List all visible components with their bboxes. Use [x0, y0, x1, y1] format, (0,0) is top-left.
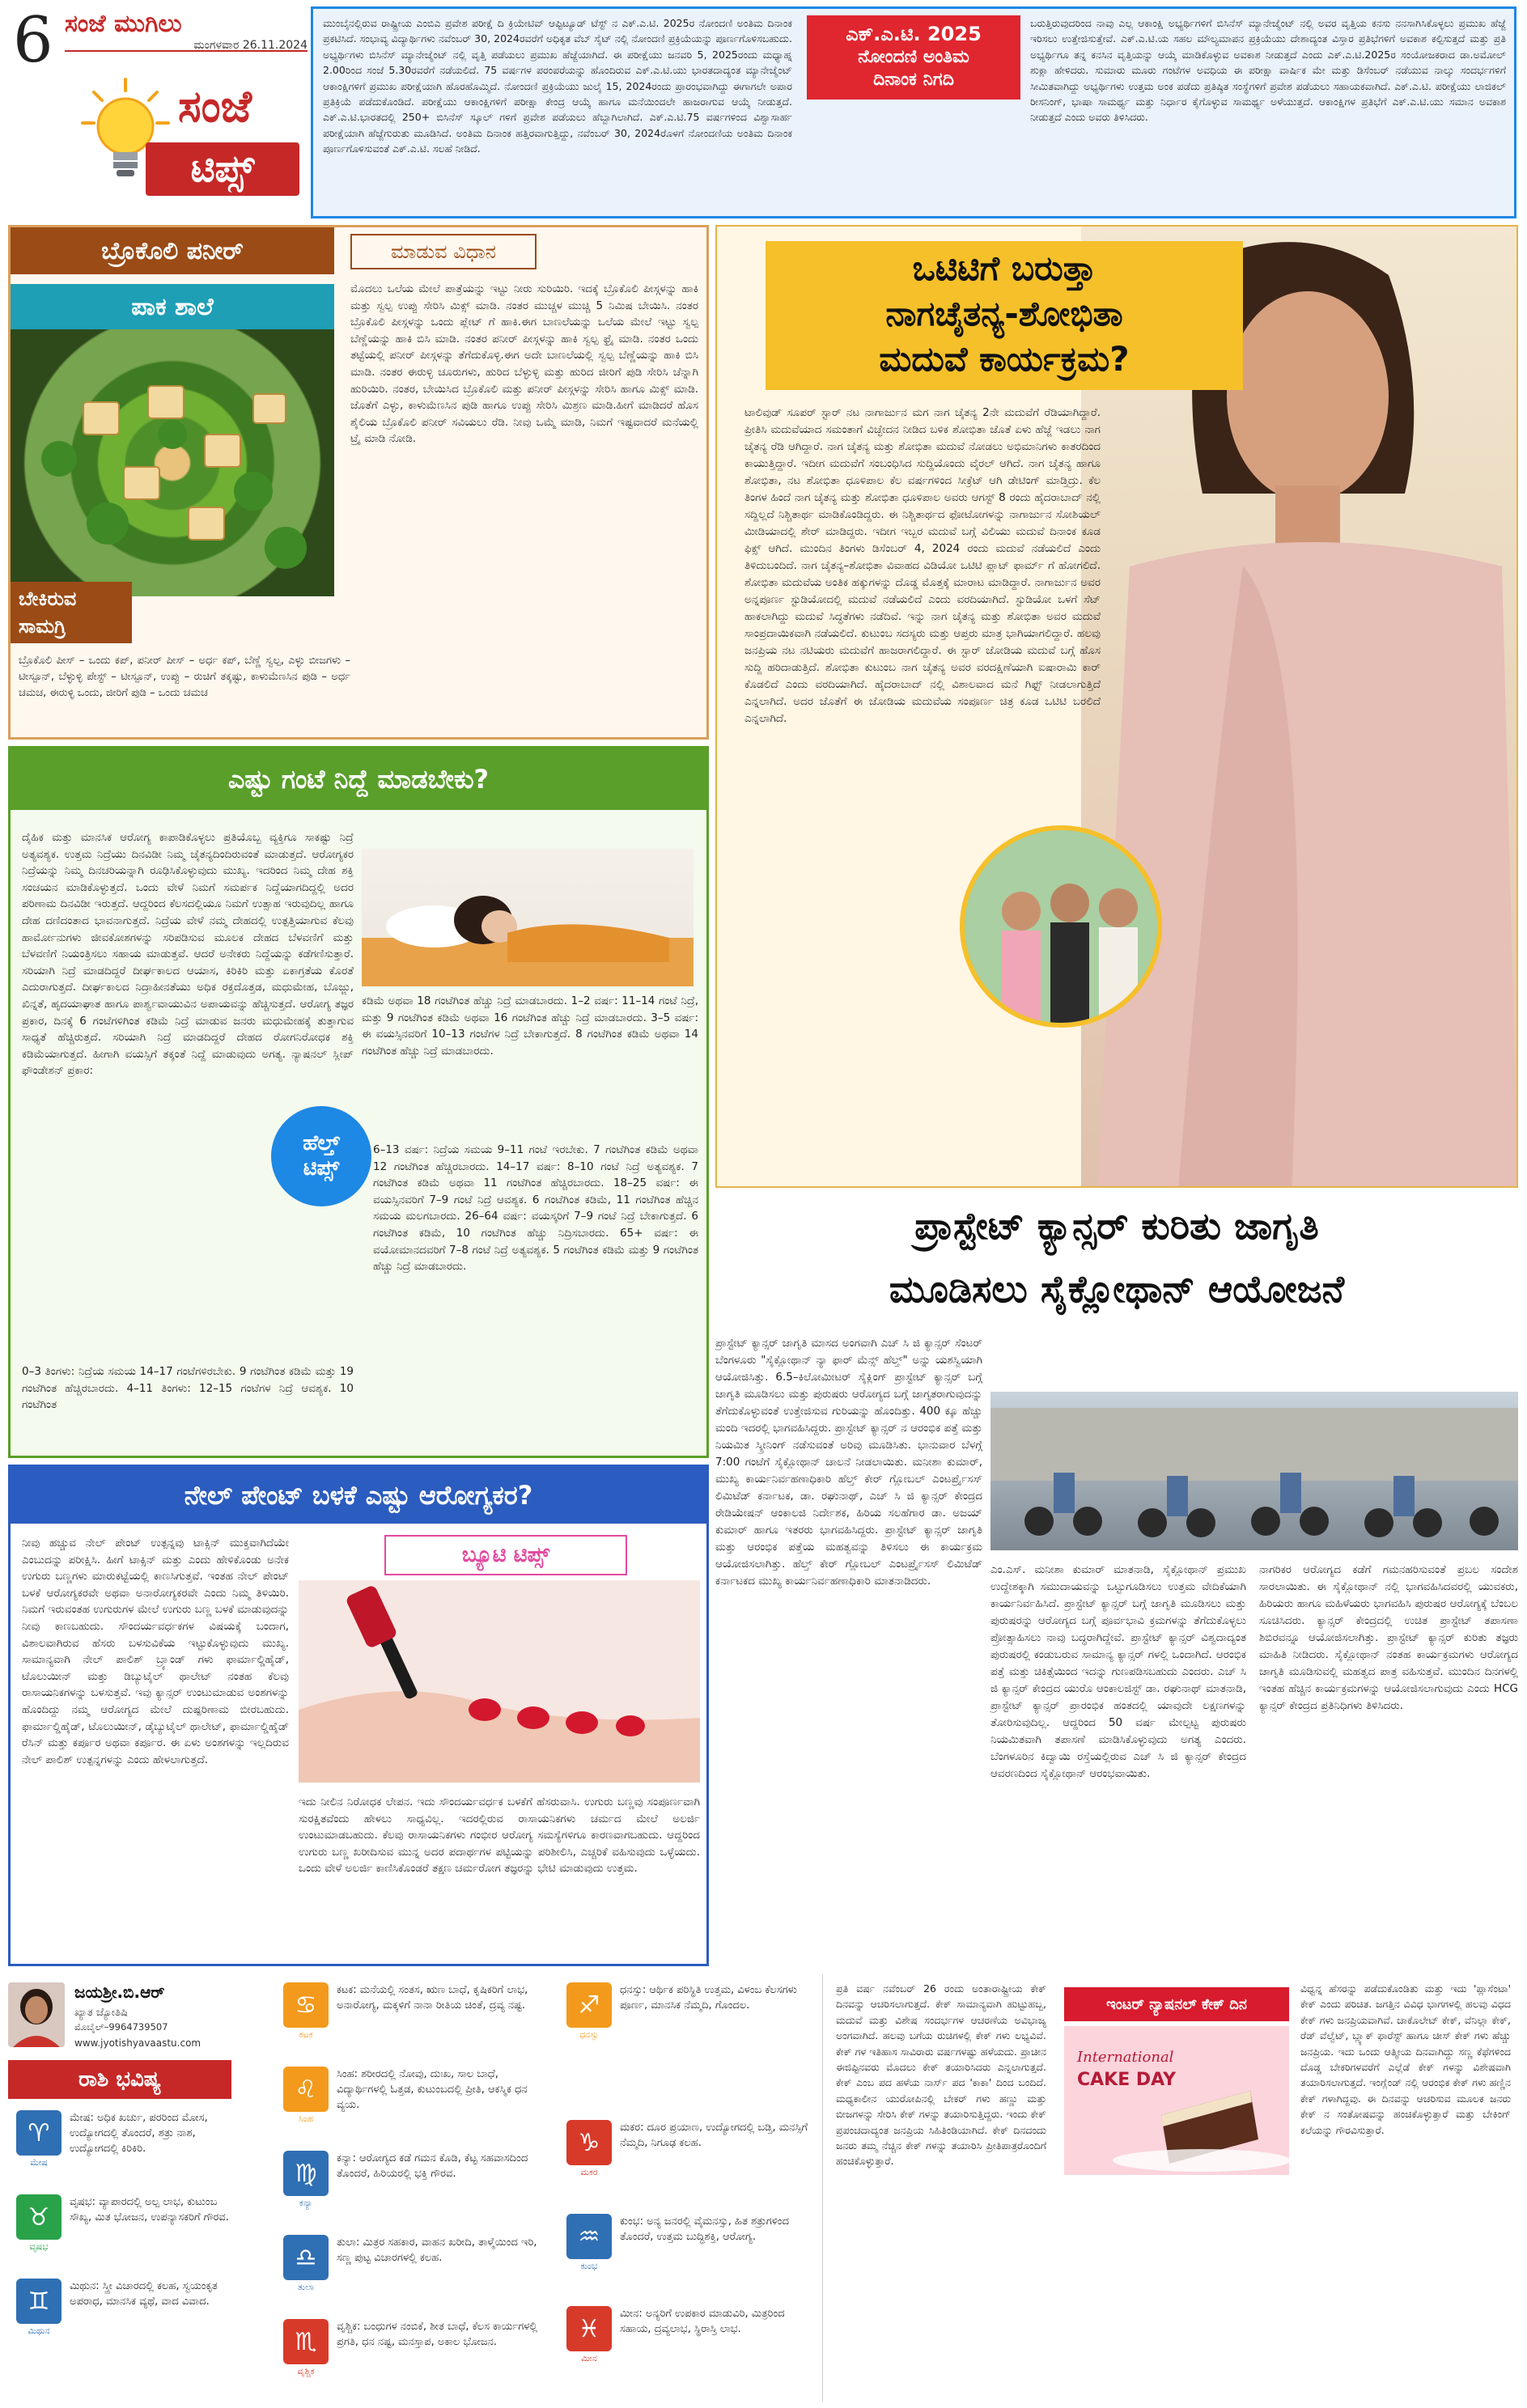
sign-vrishabha: ♉ ವೃಷಭ ವೃಷಭ: ವ್ಯಾಪಾರದಲ್ಲಿ ಅಲ್ಪ ಲಾಭ, ಕುಟುಂಬ ಸೌಖ್ಯ, ಮಿತ ಭೋಜನ, ಉಪನ್ಯಾಸಕರಿಗೆ ಗೌರವ.: [16, 2194, 235, 2253]
nail-polish-hand-illustration: [299, 1580, 700, 1783]
nail-col2: ಇದು ನೀಲಿನ ನಿರೋಧಕ ಲೇಪನ. ಇದು ಸೌಂದರ್ಯವರ್ಧಕ ಬಳಕೆಗೆ ಹೆಸರುವಾಸಿ. ಉಗುರು ಬಣ್ಣವು ಸಂಪೂರ್ಣವಾಗಿ ಸುರಕ್ಷಿತವೆಂದು ಹೇಳಲು ಸಾಧ್ಯವಿಲ್ಲ. ಇದರಲ್ಲಿರುವ ರಾಸಾಯನಿಕಗಳು ಚರ್ಮದ ಮೇಲೆ ಅಲರ್ಜಿ ಉಂಟುಮಾಡಬಹುದು. ಕೆಲವು ರಾಸಾಯನಿಕಗಳು ಗಂಭೀರ ಆರೋಗ್ಯ ಸಮಸ್ಯೆಗಳಿಗೂ ಕಾರಣವಾಗಬಹುದು. ಆದ್ದರಿಂದ ಉಗುರು ಬಣ್ಣ ಖರೀದಿಸುವ ಮುನ್ನ ಅದರ ಪದಾರ್ಥಗಳ ಪಟ್ಟಿಯನ್ನು ಪರಿಶೀಲಿಸಿ, ಎಚ್ಚರಿಕೆ ವಹಿಸುವುದು ಒಳ್ಳೆಯದು. ಒಂದು ವೇಳೆ ಅಲರ್ಜಿ ಕಾಣಿಸಿಕೊಂಡರೆ ತಕ್ಷಣ ಚರ್ಮರೋಗ ತಜ್ಞರನ್ನು ಭೇಟಿ ಮಾಡುವುದು ಉತ್ತಮ.: [299, 1795, 700, 1876]
fat-headline-badge: ಎಕ್.ಎ.ಟಿ. 2025 ನೋಂದಣಿ ಅಂತಿಮ ದಿನಾಂಕ ನಿಗದಿ: [807, 15, 1020, 100]
leo-icon: ♌: [283, 2067, 329, 2112]
sign-makara: ♑ ಮಕರ ಮಕರ: ದೂರ ಪ್ರಯಾಣ, ಉದ್ಯೋಗದಲ್ಲಿ ಬಡ್ತಿ, ಮನಸ್ಸಿಗೆ ನೆಮ್ಮದಿ, ನಿಗೂಢ ಕಲಹ.: [566, 2120, 809, 2178]
sign-kataka: ♋ ಕಟಕ ಕಟಕ: ಮನೆಯಲ್ಲಿ ಸಂತಸ, ಋಣ ಬಾಧೆ, ಕೃಷಿಕರಿಗೆ ಲಾಭ, ಅನಾರೋಗ್ಯ, ಮಕ್ಕಳಿಗೆ ನಾನಾ ರೀತಿಯ ಚಿಂತೆ, ದ್ರವ್ಯ ನಷ್ಟ.: [283, 1982, 550, 2041]
broccoli-paneer-illustration: [11, 329, 334, 596]
taurus-icon: ♉: [16, 2194, 62, 2240]
cyclothon-article: [715, 1194, 1518, 1966]
virgo-icon: ♍: [283, 2151, 329, 2196]
nail-article: [8, 1465, 709, 1966]
capricorn-icon: ♑: [566, 2120, 612, 2165]
sleep-photo: [362, 849, 694, 986]
recipe-photo: [11, 329, 334, 596]
cake-photo: International CAKE DAY: [1064, 2026, 1289, 2175]
naga-article: [715, 225, 1518, 1188]
sign-mesha: ♈ ಮೇಷ ಮೇಷ: ಅಧಿಕ ಖರ್ಚು, ಪರರಿಂದ ಮೋಸ, ಉದ್ಯೋಗದಲ್ಲಿ ತೊಂದರೆ, ಶತ್ರು ನಾಶ, ಉದ್ಯೋಗದಲ್ಲಿ ಕಿರಿಕಿರಿ.: [16, 2110, 235, 2168]
astrologer-photo: [8, 1982, 65, 2047]
broccoli-recipe: [8, 225, 709, 740]
cyclists-illustration: [990, 1392, 1518, 1550]
naga-headline: ಒಟಿಟಿಗೆ ಬರುತ್ತಾ ನಾಗಚೈತನ್ಯ-ಶೋಭಿತಾ ಮದುವೆ ಕಾರ್ಯಕ್ರಮ?: [766, 241, 1243, 390]
sleep-article: [8, 746, 709, 1458]
section-title-top: ಸಂಜೆ: [178, 81, 252, 132]
pisces-icon: ♓: [566, 2306, 612, 2351]
section-title-bottom: ಟಿಪ್ಸ್: [146, 142, 299, 196]
fat-article: [311, 6, 1516, 218]
method-text: ಮೊದಲು ಒಲೆಯ ಮೇಲೆ ಪಾತ್ರೆಯನ್ನು ಇಟ್ಟು ನೀರು ಸುರಿಯಿರಿ. ಇದಕ್ಕೆ ಬ್ರೊಕೊಲಿ ಪೀಸ್ಗಳನ್ನು ಹಾಕಿ ಮತ್ತು ಸ್ವಲ್ಪ ಉಪ್ಪು ಸೇರಿಸಿ ಮಿಕ್ಸ್ ಮಾಡಿ. ನಂತರ ಮುಚ್ಚಳ ಮುಚ್ಚಿ 5 ನಿಮಿಷ ಬೇಯಿಸಿ. ನಂತರ ಬ್ರೊಕೊಲಿ ಪೀಸ್ಗಳನ್ನು ಒಂದು ಪ್ಲೇಟ್ ಗೆ ಹಾಕಿ.ಈಗ ಬಾಣಲೆಯನ್ನು ಒಲೆಯ ಮೇಲೆ ಇಟ್ಟು ಸ್ವಲ್ಪ ಬೆಣ್ಣೆಯನ್ನು ಹಾಕಿ ಬಿಸಿ ಮಾಡಿ. ನಂತರ ಪನೀರ್ ಪೀಸ್ಗಳನ್ನು ಹಾಕಿ ಸ್ವಲ್ಪ ಫ್ರೈ ಮಾಡಿ. ನಂತರ ಒಂದು ತಟ್ಟೆಯಲ್ಲಿ ಪನೀರ್ ಪೀಸ್ಗಳನ್ನು ತೆಗೆದುಕೊಳ್ಳಿ.ಈಗ ಅದೇ ಬಾಣಲೆಯಲ್ಲಿ ಸ್ವಲ್ಪ ಬೆಣ್ಣೆಯನ್ನು ಹಾಕಿ ಬಿಸಿ ಮಾಡಿ. ನಂತರ ಈರುಳ್ಳಿ ಚೂರುಗಳು, ಹುರಿದ ಬೆಳ್ಳುಳ್ಳಿ ಮತ್ತು ಹುರಿದ ಜೀರಿಗೆ ಪುಡಿ ಸೇರಿಸಿ ಚೆನ್ನಾಗಿ ಹುರಿಯಿರಿ. ನಂತರ, ಬೇಯಿಸಿದ ಬ್ರೊಕೊಲಿ ಮತ್ತು ಪನೀರ್ ಪೀಸ್ಗಳನ್ನು ಸೇರಿಸಿ ಹಾಗೂ ಮಿಕ್ಸ್ ಮಾಡಿ. ಜೊತೆಗೆ ಎಳ್ಳು, ಕಾಳುಮೆಣಸಿನ ಪುಡಿ ಹಾಗೂ ಉಪ್ಪು ಸೇರಿಸಿ ಮಿಶ್ರಣ ಮಾಡಿ.ಹೀಗೆ ಮಾಡಿದರೆ ಹೊಸ ಶೈಲಿಯ ಬ್ರೊಕೊಲಿ ಪನೀರ್ ಸವಿಯಲು ರೆಡಿ. ನೀವು ಒಮ್ಮೆ ಮಾಡಿ, ನಿಮಗೆ ಇಷ್ಟವಾದರೆ ಮನೆಯಲ್ಲಿ ಟ್ರೈ ಮಾಡಿ ನೋಡಿ.: [350, 282, 698, 446]
cancer-icon: ♋: [283, 1982, 329, 2028]
sleep-col2b: 6–13 ವರ್ಷ: ನಿದ್ರೆಯ ಸಮಯ 9–11 ಗಂಟೆ ಇರಬೇಕು. 7 ಗಂಟೆಗಿಂತ ಕಡಿಮೆ ಅಥವಾ 12 ಗಂಟೆಗಿಂತ ಹೆಚ್ಚಿರಬಾರದು. 14–17 ವರ್ಷ: 8–10 ಗಂಟೆ ನಿದ್ರೆ ಅತ್ಯವಶ್ಯಕ. 7 ಗಂಟೆಗಿಂತ ಕಡಿಮೆ ಅಥವಾ 11 ಗಂಟೆಗಿಂತ ಹೆಚ್ಚಿರಬಾರದು. 18–25 ವರ್ಷ: ಈ ವಯಸ್ಸಿನವರಿಗೆ 7–9 ಗಂಟೆ ನಿದ್ರೆ ಆವಶ್ಯಕ. 6 ಗಂಟೆಗಿಂತ ಕಡಿಮೆ, 11 ಗಂಟೆಗಿಂತ ಹೆಚ್ಚಿನ ಸಮಯ ಮಲಗಬಾರದು. 26–64 ವರ್ಷ: ವಯಸ್ಕರಿಗೆ 7–9 ಗಂಟೆ ನಿದ್ರೆ ಬೇಕಾಗುತ್ತದೆ. 6 ಗಂಟೆಗಿಂತ ಕಡಿಮೆ, 10 ಗಂಟೆಗಿಂತ ಹೆಚ್ಚು ನಿದ್ರಿಸಬಾರದು. 65+ ವರ್ಷ: ಈ ವಯೋಮಾನದವರಿಗೆ 7–8 ಗಂಟೆ ನಿದ್ರೆ ಅತ್ಯವಶ್ಯಕ. 5 ಗಂಟೆಗಿಂತ ಕಡಿಮೆ ಮತ್ತು 9 ಗಂಟೆಗಿಂತ ಹೆಚ್ಚು ನಿದ್ರೆ ಮಾಡಬಾರದು.: [373, 1143, 698, 1274]
sleep-col1-bottom: 0–3 ತಿಂಗಳು: ನಿದ್ರೆಯ ಸಮಯ 14–17 ಗಂಟೆಗಳಿರಬೇಕು. 9 ಗಂಟೆಗಿಂತ ಕಡಿಮೆ ಮತ್ತು 19 ಗಂಟೆಗಿಂತ ಹೆಚ್ಚಿರಬಾರದು. 4–11 ತಿಂಗಳು: 12–15 ಗಂಟೆಗಳ ನಿದ್ರೆ ಆವಶ್ಯಕ. 10 ಗಂಟೆಗಿಂತ: [22, 1365, 354, 1412]
nail-col1: ನೀವು ಹಚ್ಚುವ ನೇಲ್ ಪೇಂಟ್ ಉತ್ಪನ್ನವು ಟಾಕ್ಸಿನ್ ಮುಕ್ತವಾಗಿದೆಯೇ ಎಂಬುದನ್ನು ಪರೀಕ್ಷಿಸಿ. ಹೀಗೆ ಟಾಕ್ಸಿನ್ ಮತ್ತು ಎಂದು ಹೇಳಿಕೊಂಡು ಅನೇಕ ಉಗುರು ಬಣ್ಣಗಳು ಮಾರುಕಟ್ಟೆಯಲ್ಲಿ ಕಾಣಸಿಗುತ್ತವೆ. ಇಂತಹ ನೇಲ್ ಪೇಂಟ್ ಬಳಕೆ ಆರೋಗ್ಯಕರವೇ ಅಥವಾ ಅನಾರೋಗ್ಯಕರವೇ ಎಂದು ನಿಮ್ಮ ತಿಳಿಯಿರಿ. ನಿಮಗೆ ಇರುವಂತಹ ಉಗುರುಗಳ ಮೇಲೆ ಉಗುರು ಬಣ್ಣ ಬಳಕೆ ಮಾಡುವುದನ್ನು ನೀವು ಕಾಣಬಹುದು. ಸೌಂದರ್ಯವರ್ಧಕಗಳ ವಿಷಯಕ್ಕೆ ಬಂದಾಗ, ವಿಶಾಲವಾಗಿರುವ ಹೆಸರು ಬಳಸುವಿಕೆಯ ಇಟ್ಟುಕೊಳ್ಳುವುದು ಮುಖ್ಯ. ಸಾಮಾನ್ಯವಾಗಿ ನೇಲ್ ಪಾಲಿಶ್ ಬ್ರ್ಯಾಂಡ್ ಗಳು ಫಾರ್ಮಾಲ್ಡಿಹೈಡ್, ಟೊಲುಯೀನ್ ಮತ್ತು ಡಿಬ್ಯುಟೈಲ್ ಥಾಲೇಟ್ ನಂತಹ ಕೆಲವು ರಾಸಾಯನಿಕಗಳನ್ನು ಬಳಸುತ್ತವೆ. ಇವು ಕ್ಯಾನ್ಸರ್ ಉಂಟುಮಾಡುವ ಅಂಶಗಳನ್ನು ಹೊಂದಿದ್ದು ನಮ್ಮ ಆರೋಗ್ಯದ ಮೇಲೆ ದುಷ್ಪರಿಣಾಮ ಬೀರಬಹುದು. ಫಾರ್ಮಾಲ್ಡಿಹೈಡ್, ಟೊಲುಯೀನ್, ಡೈಬ್ಯುಟೈಲ್ ಥಾಲೇಟ್, ಫಾರ್ಮಾಲ್ಡಿಹೈಡ್ ರೆಸಿನ್ ಮತ್ತು ಕರ್ಪೂರ ಅಥವಾ ಕರ್ಪೂರ. ಈ ಏಳು ಅಂಶಗಳನ್ನು ಇಲ್ಲದಿರುವ ನೇಲ್ ಪಾಲಿಶ್ ಉತ್ಪನ್ನಗಳನ್ನು ಎಂದು ಹೇಳಲಾಗುತ್ತದೆ.: [22, 1537, 289, 1766]
nail-title: ನೇಲ್ ಪೇಂಟ್ ಬಳಕೆ ಎಷ್ಟು ಆರೋಗ್ಯಕರ?: [11, 1467, 706, 1524]
sign-mithuna: ♊ ಮಿಥುನ ಮಿಥುನ: ಸ್ತ್ರೀ ವಿಚಾರದಲ್ಲಿ ಕಲಹ, ಸ್ವಯಂಕೃತ ಅಪರಾಧ, ಮಾನಸಿಕ ವ್ಯಥೆ, ವಾದ ವಿವಾದ.: [16, 2279, 235, 2337]
cake-col1: ಪ್ರತಿ ವರ್ಷ ನವೆಂಬರ್ 26 ರಂದು ಅಂತಾರಾಷ್ಟ್ರೀಯ ಕೇಕ್ ದಿನವನ್ನು ಆಚರಿಸಲಾಗುತ್ತದೆ. ಕೇಕ್ ಸಾಮಾನ್ಯವಾಗಿ ಹುಟ್ಟುಹಬ್ಬ, ಮದುವೆ ಮತ್ತು ವಿಶೇಷ ಸಂದರ್ಭಗಳ ಆಚರಣೆಯ ಅವಿಭಾಜ್ಯ ಅಂಗವಾಗಿದೆ. ಹಲವು ಬಗೆಯ ರುಚಿಗಳಲ್ಲಿ ಕೇಕ್ ಗಳು ಲಭ್ಯವಿವೆ. ಕೇಕ್ ಗಳ ಇತಿಹಾಸ ಸಾವಿರಾರು ವರ್ಷಗಳಷ್ಟು ಹಳೆಯದು. ಪ್ರಾಚೀನ ಈಜಿಪ್ಟಿನವರು ಮೊದಲು ಕೇಕ್ ತಯಾರಿಸಿದರು ಎನ್ನಲಾಗುತ್ತದೆ. ಕೇಕ್ ಎಂಬ ಪದ ಹಳೆಯ ನಾರ್ಸ್ ಪದ 'ಕಾಕಾ' ದಿಂದ ಬಂದಿದೆ. ಮಧ್ಯಕಾಲೀನ ಯುರೋಪಿನಲ್ಲಿ ಬೇಕರ್ ಗಳು ಹಣ್ಣು ಮತ್ತು ಬೀಜಗಳನ್ನು ಸೇರಿಸಿ ಕೇಕ್ ಗಳನ್ನು ತಯಾರಿಸುತ್ತಿದ್ದರು. ಇಂದು ಕೇಕ್ ಪ್ರಪಂಚದಾದ್ಯಂತ ಜನಪ್ರಿಯ ಸಿಹಿತಿಂಡಿಯಾಗಿದೆ. ಕೇಕ್ ದಿನದಂದು ಜನರು ತಮ್ಮ ನೆಚ್ಚಿನ ಕೇಕ್ ಗಳನ್ನು ತಯಾರಿಸಿ ಪ್ರೀತಿಪಾತ್ರರೊಂದಿಗೆ ಹಂಚಿಕೊಳ್ಳುತ್ತಾರೆ.: [836, 1982, 1046, 2168]
sign-kumbha: ♒ ಕುಂಭ ಕುಂಭ: ಅನ್ಯ ಜನರಲ್ಲಿ ವೈಮನಸ್ಸು, ಹಿತ ಶತ್ರುಗಳಿಂದ ತೊಂದರೆ, ಉತ್ತಮ ಬುದ್ಧಿಶಕ್ತಿ, ಆರೋಗ್ಯ.: [566, 2214, 809, 2272]
horoscope-heading: ರಾಶಿ ಭವಿಷ್ಯ: [8, 2060, 231, 2099]
astrologer-role: ಖ್ಯಾತ ಜ್ಯೋತಿಷಿ: [74, 2007, 128, 2019]
sagittarius-icon: ♐: [566, 1982, 612, 2028]
cake-title: ಇಂಟರ್ ನ್ಯಾಷನಲ್ ಕೇಕ್ ದಿನ: [1064, 1987, 1289, 2021]
cyclothon-col3: ನಾಗರಿಕರ ಆರೋಗ್ಯದ ಕಡೆಗೆ ಗಮನಹರಿಸುವಂತೆ ಪ್ರಬಲ ಸಂದೇಶ ಸಾರಲಾಯಿತು. ಈ ಸೈಕ್ಲೋಥಾನ್ ನಲ್ಲಿ ಭಾಗವಹಿಸಿದವರಲ್ಲಿ ಯುವಕರು, ಹಿರಿಯರು ಹಾಗೂ ಮಹಿಳೆಯರು ಭಾಗವಹಿಸಿ ಪುರುಷರ ಆರೋಗ್ಯಕ್ಕೆ ಬೆಂಬಲ ಸೂಚಿಸಿದರು. ಕ್ಯಾನ್ಸರ್ ಕೇಂದ್ರದಲ್ಲಿ ಉಚಿತ ಪ್ರಾಸ್ಟೇಟ್ ತಪಾಸಣಾ ಶಿಬಿರವನ್ನೂ ಆಯೋಜಿಸಲಾಗಿತ್ತು. ಪ್ರಾಸ್ಟೇಟ್ ಕ್ಯಾನ್ಸರ್ ಕುರಿತು ತಜ್ಞರು ಮಾಹಿತಿ ನೀಡಿದರು. ಸೈಕ್ಲೋಥಾನ್ ನಂತಹ ಕಾರ್ಯಕ್ರಮಗಳು ಆರೋಗ್ಯದ ಜಾಗೃತಿ ಮೂಡಿಸುವಲ್ಲಿ ಮಹತ್ವದ ಪಾತ್ರ ವಹಿಸುತ್ತವೆ. ಮುಂದಿನ ದಿನಗಳಲ್ಲಿ ಇಂತಹ ಹೆಚ್ಚಿನ ಕಾರ್ಯಕ್ರಮಗಳನ್ನು ಆಯೋಜಿಸಲಾಗುವುದು ಎಂದು HCG ಕ್ಯಾನ್ಸರ್ ಕೇಂದ್ರದ ಪ್ರತಿನಿಧಿಗಳು ತಿಳಿಸಿದರು.: [1259, 1563, 1518, 1712]
page-number: 6: [13, 4, 53, 77]
sign-simha: ♌ ಸಿಂಹ ಸಿಂಹ: ಶರೀರದಲ್ಲಿ ನೋವು, ದುಃಖ, ಸಾಲ ಬಾಧೆ, ವಿದ್ಯಾರ್ಥಿಗಳಲ್ಲಿ ಓತ್ತಡ, ಕುಟುಂಬದಲ್ಲಿ ಪ್ರೀತಿ, ಆಕಸ್ಮಿಕ ಧನ ವ್ಯಯ.: [283, 2067, 550, 2125]
health-tips-badge: ಹೆಲ್ತ್ ಟಿಪ್ಸ್: [271, 1106, 371, 1206]
cyclothon-col2: ಎಂ.ಎಸ್. ಮನೀಶಾ ಕುಮಾರ್ ಮಾತನಾಡಿ, ಸೈಕ್ಲೋಥಾನ್ ಪ್ರಮುಖ ಉದ್ದೇಶಕ್ಕಾಗಿ ಸಮುದಾಯವನ್ನು ಒಟ್ಟುಗೂಡಿಸಲು ಉತ್ತಮ ವೇದಿಕೆಯಾಗಿ ಕಾರ್ಯನಿರ್ವಹಿಸಿದೆ. ಪ್ರಾಸ್ಟೇಟ್ ಕ್ಯಾನ್ಸರ್ ಬಗ್ಗೆ ಜಾಗೃತಿ ಮೂಡಿಸಲು ಮತ್ತು ಪುರುಷರನ್ನು ಆರೋಗ್ಯದ ಬಗ್ಗೆ ಪೂರ್ವಭಾವಿ ಕ್ರಮಗಳನ್ನು ತೆಗೆದುಕೊಳ್ಳಲು ಪ್ರೋತ್ಸಾಹಿಸಲು ನಾವು ಬದ್ಧರಾಗಿದ್ದೇವೆ. ಪ್ರಾಸ್ಟೇಟ್ ಕ್ಯಾನ್ಸರ್ ವಿಶ್ವದಾದ್ಯಂತ ಪುರುಷರಲ್ಲಿ ಕಂಡುಬರುವ ಸಾಮಾನ್ಯ ಕ್ಯಾನ್ಸರ್ ಗಳಲ್ಲಿ ಒಂದಾಗಿದೆ. ಆರಂಭಿಕ ಪತ್ತೆ ಮತ್ತು ಚಿಕಿತ್ಸೆಯಿಂದ ಇದನ್ನು ಗುಣಪಡಿಸಬಹುದು ಎಂದರು. ಎಚ್ ಸಿ ಜಿ ಕ್ಯಾನ್ಸರ್ ಕೇಂದ್ರದ ಯುರೊ ಆಂಕಾಲಜಿಸ್ಟ್ ಡಾ. ರಘುನಾಥ್ ಮಾತನಾಡಿ, ಪ್ರಾಸ್ಟೇಟ್ ಕ್ಯಾನ್ಸರ್ ಪ್ರಾರಂಭಿಕ ಹಂತದಲ್ಲಿ ಯಾವುದೇ ಲಕ್ಷಣಗಳನ್ನು ತೋರಿಸುವುದಿಲ್ಲ. ಆದ್ದರಿಂದ 50 ವರ್ಷ ಮೇಲ್ಪಟ್ಟ ಪುರುಷರು ನಿಯಮಿತವಾಗಿ ತಪಾಸಣೆ ಮಾಡಿಸಿಕೊಳ್ಳುವುದು ಅಗತ್ಯ ಎಂದರು. ಬೆಂಗಳೂರಿನ ಕಿದ್ವಾಯಿ ರಸ್ತೆಯಲ್ಲಿರುವ ಎಚ್ ಸಿ ಜಿ ಕ್ಯಾನ್ಸರ್ ಕೇಂದ್ರದ ಆವರಣದಿಂದ ಸೈಕ್ಲೋಥಾನ್ ಆರಂಭವಾಯಿತು.: [990, 1563, 1246, 1780]
recipe-title: ಬ್ರೊಕೊಲಿ ಪನೀರ್: [11, 227, 334, 274]
horoscope-section: [8, 1974, 817, 2402]
astrologer-web: www.jyotishyavaastu.com: [74, 2037, 201, 2049]
ingredients-label: ಬೇಕಿರುವ ಸಾಮಗ್ರಿ: [11, 582, 132, 643]
method-label: ಮಾಡುವ ವಿಧಾನ: [350, 234, 537, 269]
newspaper-logo: ಸಂಜೆ ಮುಗಿಲು: [65, 10, 182, 38]
sleep-col2: ಕಡಿಮೆ ಅಥವಾ 18 ಗಂಟೆಗಿಂತ ಹೆಚ್ಚು ನಿದ್ರೆ ಮಾಡಬಾರದು. 1–2 ವರ್ಷ: 11–14 ಗಂಟೆ ನಿದ್ರೆ, ಮತ್ತು 9 ಗಂಟೆಗಿಂತ ಕಡಿಮೆ ಅಥವಾ 16 ಗಂಟೆಗಿಂತ ಹೆಚ್ಚು ನಿದ್ರೆ ಮಾಡಬಾರದು. 3–5 ವರ್ಷ: ಈ ವಯಸ್ಸಿನವರಿಗೆ 10–13 ಗಂಟೆಗಳ ನಿದ್ರೆ ಬೇಕಾಗುತ್ತದೆ. 8 ಗಂಟೆಗಿಂತ ಕಡಿಮೆ ಅಥವಾ 14 ಗಂಟೆಗಿಂತ ಹೆಚ್ಚು ನಿದ್ರೆ ಮಾಡಬಾರದು.: [362, 994, 698, 1058]
naga-body: ಟಾಲಿವುಡ್ ಸೂಪರ್ ಸ್ಟಾರ್ ನಟ ನಾಗಾರ್ಜುನ ಮಗ ನಾಗ ಚೈತನ್ಯ 2ನೇ ಮದುವೆಗೆ ರೆಡಿಯಾಗಿದ್ದಾರೆ. ಪ್ರೀತಿಸಿ ಮದುವೆಯಾದ ಸಮಂತಾಗೆ ವಿಚ್ಛೇದನ ನೀಡಿದ ಬಳಿಕ ಶೋಭಿತಾ ಜೊತೆ ಏಳು ಹೆಜ್ಜೆ ಇಡಲು ನಾಗ ಚೈತನ್ಯ ರೆಡಿ ಆಗಿದ್ದಾರೆ. ನಾಗ ಚೈತನ್ಯ ಮತ್ತು ಶೋಭಿತಾ ಮದುವೆ ನೋಡಲು ಅಭಿಮಾನಿಗಳು ಕಾತರದಿಂದ ಕಾಯುತ್ತಿದ್ದಾರೆ. ಇದೀಗ ಮದುವೆಗೆ ಸಂಬಂಧಿಸಿದ ಸುದ್ದಿಯೊಂದು ವೈರಲ್ ಆಗಿದೆ. ನಾಗ ಚೈತನ್ಯ ಹಾಗೂ ಶೋಭಿತಾ, ನಟ ಶೋಭಿತಾ ಧೂಳಿಪಾಲ ಕೆಲ ವರ್ಷಗಳಿಂದ ಸೀಕ್ರೆಟ್ ಆಗಿ ಡೇಟಿಂಗ್ ಮಾಡ್ತಿದ್ರು. ಕೆಲ ತಿಂಗಳ ಹಿಂದೆ ನಾಗ ಚೈತನ್ಯ ಮತ್ತು ಶೋಭಿತಾ ಧೂಳಿಪಾಲ ಅವರು ಆಗಸ್ಟ್ 8 ರಂದು ಹೈದರಾಬಾದ್ ನಲ್ಲಿ ಸದ್ದಿಲ್ಲದೆ ನಿಶ್ಚಿತಾರ್ಥ ಮಾಡಿಕೊಂಡಿದ್ದರು. ಈ ನಿಶ್ಚಿತಾರ್ಥದ ಫೋಟೋಗಳನ್ನು ನಾಗಾರ್ಜುನ ಸೋಶಿಯಲ್ ಮೀಡಿಯಾದಲ್ಲಿ ಶೇರ್ ಮಾಡಿದ್ದರು. ಇದೀಗ ಇಬ್ಬರ ಮದುವೆ ಬಗ್ಗೆ ವಿಲಿಯು ಮದುವೆ ದಿನಾಂಕ ಕೂಡ ಫಿಕ್ಸ್ ಆಗಿದೆ. ಮುಂದಿನ ತಿಂಗಳು ಡಿಸೆಂಬರ್ 4, 2024 ರಂದು ಮದುವೆ ನಡೆಯಲಿದೆ ಎಂದು ತಿಳಿದುಬಂದಿದೆ. ನಾಗ ಚೈತನ್ಯ–ಶೋಭಿತಾ ವಿವಾಹದ ವಿಡಿಯೋ ಒಟಿಟಿ ಪ್ಲಾಟ್ ಫಾರ್ಮ್ ಗೆ ಹೋಗಲಿದೆ. ಶೋಭಿತಾ ಮದುವೆಯ ಅಂತಿಕ ಹಕ್ಕುಗಳನ್ನು ದೊಡ್ಡ ಮೊತ್ತಕ್ಕೆ ಮಾರಾಟ ಮಾಡಿದ್ದಾರೆ. ನಾಗಾರ್ಜುನ ಅವರ ಅನ್ನಪೂರ್ಣ ಸ್ಟುಡಿಯೋದಲ್ಲಿ ಮದುವೆ ನಡೆಯಲಿದೆ ಎಂದು ವರದಿಯಾಗಿದೆ. ಸ್ಟುಡಿಯೋ ಒಳಗೆ ಸೆಟ್ ಹಾಕಲಾಗಿದ್ದು ಮದುವೆ ಸಿದ್ಧತೆಗಳು ನಡೆದಿವೆ. ಇನ್ನು ನಾಗ ಚೈತನ್ಯ ಮತ್ತು ಶೋಭಿತಾ ಅವರ ಮದುವೆ ಸಾಂಪ್ರದಾಯಿಕವಾಗಿ ನಡೆಯಲಿದೆ. ಕುಟುಂಬ ಸದಸ್ಯರು ಮತ್ತು ಆಪ್ತರು ಮಾತ್ರ ಭಾಗಿಯಾಗಲಿದ್ದಾರೆ. ಹಲವು ಜನಪ್ರಿಯ ನಟ ನಟಿಯರು ಮದುವೆಗೆ ಹಾಜರಾಗಲಿದ್ದಾರೆ. ಈ ಸ್ಟಾರ್ ಜೋಡಿಯ ಮದುವೆ ಬಗ್ಗೆ ಹೊಸ ಸುದ್ದಿ ಹರಿದಾಡುತ್ತಿದೆ. ಶೋಭಿತಾ ಕುಟುಂಬ ನಾಗ ಚೈತನ್ಯ ಅವರ ವರದಕ್ಷಿಣೆಯಾಗಿ ಐಷಾರಾಮಿ ಕಾರ್ ಕೊಡಲಿದೆ ಎಂದು ವರದಿಯಾಗಿದೆ. ಹೈದರಾಬಾದ್ ನಲ್ಲಿ ವಿಶಾಲವಾದ ಮನೆ ಗಿಫ್ಟ್ ನೀಡಲಾಗುತ್ತಿದೆ ಎನ್ನಲಾಗಿದೆ. ಅದರ ಜೊತೆಗೆ ಈ ಜೋಡಿಯ ಮದುವೆಯ ಸಂಪೂರ್ಣ ಚಿತ್ರ ಕೂಡ ಒಟಿಟಿ ಬರಲಿದೆ ಎನ್ನಲಾಗಿದೆ.: [744, 406, 1101, 725]
astrologer-phone: ಮೊಬೈಲ್–9964739507: [74, 2021, 168, 2033]
sleep-col1: ದೈಹಿಕ ಮತ್ತು ಮಾನಸಿಕ ಆರೋಗ್ಯ ಕಾಪಾಡಿಕೊಳ್ಳಲು ಪ್ರತಿಯೊಬ್ಬ ವ್ಯಕ್ತಿಗೂ ಸಾಕಷ್ಟು ನಿದ್ರೆ ಅತ್ಯವಶ್ಯಕ. ಉತ್ತಮ ನಿದ್ರೆಯು ದಿನವಿಡೀ ನಿಮ್ಮ ಚೈತನ್ಯದಿಂದಿರುವಂತೆ ಮಾಡುತ್ತದೆ. ಆರೋಗ್ಯಕರ ನಿದ್ರೆಯನ್ನು ನಿಮ್ಮ ದಿನಚರಿಯನ್ನಾಗಿ ರೂಢಿಸಿಕೊಳ್ಳುವುದು ಮುಖ್ಯ. ಇದರಿಂದ ನಿಮ್ಮ ದೇಹ ಶಕ್ತಿ ಸಂಚಯನ ಮಾಡಿಕೊಳ್ಳುತ್ತದೆ. ಒಂದು ವೇಳೆ ನಿಮಗೆ ಸಮರ್ಪಕ ನಿದ್ದೆಯಾಗದಿದ್ದಲ್ಲಿ ಅದರ ಪರಿಣಾಮ ದಿನವಿಡೀ ಇರುತ್ತದೆ. ಆದ್ದರಿಂದ ಕೆಲಸದಲ್ಲಿಯೂ ನಿಮಗೆ ಉತ್ಸಾಹ ಇರುವುದಿಲ್ಲ ಹಾಗೂ ದೇಹ ದಣಿದಂತಾದ ಭಾವನಾಗುತ್ತದೆ. ನಿದ್ರೆಯ ವೇಳೆ ನಮ್ಮ ದೇಹದಲ್ಲಿ ಉತ್ಪತ್ತಿಯಾಗುವ ಕೆಲವು ಹಾರ್ಮೋನುಗಳು ಜೀವಕೋಶಗಳನ್ನು ಸರಿಪಡಿಸುವ ಮೂಲಕ ದೇಹದ ಬೆಳವಣಿಗೆ ಮತ್ತು ಬೆಳವಣಿಗೆ ನಿಯಂತ್ರಿಸಲು ಸಹಾಯ ಮಾಡುತ್ತವೆ. ಆದರೆ ಅನೇಕರು ನಿದ್ದೆಯನ್ನು ಕಡೆಗಣಿಸುತ್ತಾರೆ. ಸರಿಯಾಗಿ ನಿದ್ರೆ ಮಾಡದಿದ್ದರೆ ದೀರ್ಘಕಾಲದ ಆಯಾಸ, ಕಿರಿಕಿರಿ ಮತ್ತು ಏಕಾಗ್ರತೆಯ ಕೊರತೆ ಎದುರಾಗುತ್ತದೆ. ದೀರ್ಘಕಾಲದ ನಿದ್ರಾಹೀನತೆಯು ಅಧಿಕ ರಕ್ತದೊತ್ತಡ, ಮಧುಮೇಹ, ಬೊಜ್ಜು, ಖಿನ್ನತೆ, ಹೃದಯಾಘಾತ ಹಾಗೂ ಪಾರ್ಶ್ವವಾಯುವಿನ ಅಪಾಯವನ್ನು ಹೆಚ್ಚಿಸುತ್ತದೆ. ಆರೋಗ್ಯ ತಜ್ಞರ ಪ್ರಕಾರ, ದಿನಕ್ಕೆ 6 ಗಂಟೆಗಳಿಗಿಂತ ಕಡಿಮೆ ನಿದ್ರೆ ಮಾಡುವ ಜನರು ಮಧುಮೇಹಕ್ಕೆ ತುತ್ತಾಗುವ ಸಾಧ್ಯತೆ ಹೆಚ್ಚಿರುತ್ತದೆ. ಸರಿಯಾಗಿ ನಿದ್ರೆ ಮಾಡದಿದ್ದರೆ ದೇಹದ ರೋಗನಿರೋಧಕ ಶಕ್ತಿ ಕಡಿಮೆಯಾಗುತ್ತದೆ. ಹೀಗಾಗಿ ವಯಸ್ಸಿಗೆ ತಕ್ಕಂತೆ ನಿದ್ದೆ ಮಾಡುವುದು ಅಗತ್ಯ. ನ್ಯಾಷನಲ್ ಸ್ಲೀಪ್ ಫೌಂಡೇಶನ್ ಪ್ರಕಾರ:: [22, 831, 354, 1078]
kitchen-banner: ಪಾಕ ಶಾಲೆ: [11, 284, 334, 329]
cyclothon-headline: ಪ್ರಾಸ್ಟೇಟ್ ಕ್ಯಾನ್ಸರ್ ಕುರಿತು ಜಾಗೃತಿ ಮೂಡಿಸಲು ಸೈಕ್ಲೋಥಾನ್ ಆಯೋಜನೆ: [889, 1204, 1345, 1311]
sign-meena: ♓ ಮೀನ ಮೀನ: ಅನ್ಯರಿಗೆ ಉಪಕಾರ ಮಾಡುವಿರಿ, ಮಿತ್ರರಿಂದ ಸಹಾಯ, ದ್ರವ್ಯಲಾಭ, ಸ್ಥಿರಾಸ್ತಿ ಲಾಭ.: [566, 2306, 809, 2364]
masthead: [8, 6, 309, 218]
sign-tula: ♎ ತುಲಾ ತುಲಾ: ಮಿತ್ರರ ಸಹಕಾರ, ವಾಹನ ಖರೀದಿ, ತಾಳ್ಮೆಯಿಂದ ಇರಿ, ಸಣ್ಣ ಪುಟ್ಟ ವಿಚಾರಗಳಲ್ಲಿ ಕಲಹ.: [283, 2235, 550, 2293]
astrologer-avatar: [8, 1982, 65, 2047]
couple-photo: [960, 825, 1162, 1028]
sleep-title: ಎಷ್ಟು ಗಂಟೆ ನಿದ್ದೆ ಮಾಡಬೇಕು?: [11, 748, 706, 810]
scorpio-icon: ♏: [283, 2319, 329, 2364]
sign-kanya: ♍ ಕನ್ಯಾ ಕನ್ಯಾ: ಆರೋಗ್ಯದ ಕಡೆ ಗಮನ ಕೊಡಿ, ಕೆಟ್ಟ ಸಹವಾಸದಿಂದ ತೊಂದರೆ, ಹಿರಿಯರಲ್ಲಿ ಭಕ್ತಿ ಗೌರವ.: [283, 2151, 550, 2209]
beauty-tips-label: ಬ್ಯೂಟಿ ಟಿಪ್ಸ್: [384, 1535, 627, 1575]
gemini-icon: ♊: [16, 2279, 62, 2324]
sign-dhanassu: ♐ ಧನಸ್ಸು ಧನಸ್ಸು: ಆರ್ಥಿಕ ಪರಿಸ್ಥಿತಿ ಉತ್ತಮ, ವಿಳಂಬ ಕೆಲಸಗಳು ಪೂರ್ಣ, ಮಾನಸಿಕ ನೆಮ್ಮದಿ, ಗೊಂದಲ.: [566, 1982, 809, 2041]
aquarius-icon: ♒: [566, 2214, 612, 2259]
sleeping-woman-illustration: [362, 849, 694, 986]
nail-photo: [299, 1580, 700, 1783]
cyclothon-photo: [990, 1392, 1518, 1550]
cake-col2: ವಿಧ್ವನ್ನ ಹೆಸರನ್ನು ಪಡೆದುಕೊಂಡಿತು ಮತ್ತು ಇದು 'ಪ್ಲಾಸೆಂಟಾ' ಕೇಕ್ ಎಂದು ಪರಿಚಿತ. ಜಗತ್ತಿನ ವಿವಿಧ ಭಾಗಗಳಲ್ಲಿ ಹಲವು ವಿಧದ ಕೇಕ್ ಗಳು ಜನಪ್ರಿಯವಾಗಿವೆ. ಚಾಕೊಲೇಟ್ ಕೇಕ್, ವೆನಿಲ್ಲಾ ಕೇಕ್, ರೆಡ್ ವೆಲ್ವೆಟ್, ಬ್ಲ್ಯಾಕ್ ಫಾರೆಸ್ಟ್ ಹಾಗೂ ಚೀಸ್ ಕೇಕ್ ಗಳು ಹೆಚ್ಚು ಜನಪ್ರಿಯ. ಇದು ಒಂದು ಆತ್ಮೀಯ ದಿನವಾಗಿದ್ದು ಸಣ್ಣ ಕೆಫೆಗಳಿಂದ ದೊಡ್ಡ ಬೇಕರಿಗಳವರೆಗೆ ಎಲ್ಲೆಡೆ ಕೇಕ್ ಗಳನ್ನು ವಿಶೇಷವಾಗಿ ತಯಾರಿಸಲಾಗುತ್ತದೆ. ಇಂಗ್ಲೆಂಡ್ ನಲ್ಲಿ ಆರಂಭಿಕ ಕೇಕ್ ಗಳು ಹಣ್ಣಿನ ಕೇಕ್ ಗಳಾಗಿದ್ದವು. ಈ ದಿನವನ್ನು ಆಚರಿಸುವ ಮೂಲಕ ಜನರು ಕೇಕ್ ನ ಸಂತೋಷವನ್ನು ಹಂಚಿಕೊಳ್ಳುತ್ತಾರೆ ಮತ್ತು ಬೇಕಿಂಗ್ ಕಲೆಯನ್ನು ಗೌರವಿಸುತ್ತಾರೆ.: [1300, 1982, 1511, 2136]
issue-date: ಮಂಗಳವಾರ 26.11.2024: [193, 39, 308, 52]
cyclothon-col1: ಪ್ರಾಸ್ಟೇಟ್ ಕ್ಯಾನ್ಸರ್ ಜಾಗೃತಿ ಮಾಸದ ಅಂಗವಾಗಿ ಎಚ್ ಸಿ ಜಿ ಕ್ಯಾನ್ಸರ್ ಸೆಂಟರ್ ಬೆಂಗಳೂರು "ಸೈಕ್ಲೋಥಾನ್ ನ್ಯಾ ಫಾರ್ ಮೆನ್ಸ್ ಹೆಲ್ತ್" ಅನ್ನು ಯಶಸ್ವಿಯಾಗಿ ಆಯೋಜಿಸಿತ್ತು. 6.5–ಕಿಲೋಮೀಟರ್ ಸೈಕ್ಲಿಂಗ್ ಪ್ರಾಸ್ಟೇಟ್ ಕ್ಯಾನ್ಸರ್ ಬಗ್ಗೆ ಜಾಗೃತಿ ಮೂಡಿಸಲು ಮತ್ತು ಪುರುಷರು ಆರೋಗ್ಯದ ಬಗ್ಗೆ ಜಾಗೃತರಾಗುವುದನ್ನು ತೆಗೆದುಕೊಳ್ಳುವಂತೆ ಉತ್ತೇಜಿಸುವ ಗುರಿಯನ್ನು ಹೊಂದಿತ್ತು. 400 ಕ್ಕೂ ಹೆಚ್ಚು ಮಂದಿ ಇದರಲ್ಲಿ ಭಾಗವಹಿಸಿದ್ದರು. ಪ್ರಾಸ್ಟೇಟ್ ಕ್ಯಾನ್ಸರ್ ನ ಆರಂಭಿಕ ಪತ್ತೆ ಮತ್ತು ನಿಯಮಿತ ಸ್ಕ್ರೀನಿಂಗ್ ನಡೆಸುವಂತೆ ಅರಿವು ಮೂಡಿಸಿತು. ಭಾನುವಾರ ಬೆಳಗ್ಗೆ 7:00 ಗಂಟೆಗೆ ಸೈಕ್ಲೋಥಾನ್ ಚಾಲನೆ ನೀಡಲಾಯಿತು. ಮನೀಶಾ ಕುಮಾರ್, ಮುಖ್ಯ ಕಾರ್ಯನಿರ್ವಹಣಾಧಿಕಾರಿ ಹೆಲ್ತ್ ಕೇರ್ ಗ್ಲೋಬಲ್ ಎಂಟರ್ಪ್ರೈಸಸ್ ಲಿಮಿಟೆಡ್ ಕರ್ನಾಟಕ, ಡಾ. ರಘುನಾಥ್, ಎಚ್ ಸಿ ಜಿ ಕ್ಯಾನ್ಸರ್ ಕೇಂದ್ರದ ರೇಡಿಯೇಷನ್ ಆಂಕಾಲಜಿ ನಿರ್ದೇಶಕ, ಹಿರಿಯ ಸಲಹೆಗಾರ ಡಾ. ಅಜಯ್ ಕುಮಾರ್ ಹಾಗೂ ಇತರರು ಭಾಗವಹಿಸಿದ್ದರು. ಪ್ರಾಸ್ಟೇಟ್ ಕ್ಯಾನ್ಸರ್ ಜಾಗೃತಿ ಮತ್ತು ಆರಂಭಿಕ ಪತ್ತೆಯ ಮಹತ್ವವನ್ನು ತಿಳಿಸಲು ಈ ಕಾರ್ಯಕ್ರಮ ಆಯೋಜಿಸಲಾಗಿತ್ತು. ಹೆಲ್ತ್ ಕೇರ್ ಗ್ಲೋಬಲ್ ಎಂಟರ್ಪ್ರೈಸಸ್ ಲಿಮಿಟೆಡ್ ಕರ್ನಾಟಕದ ಮುಖ್ಯ ಕಾರ್ಯನಿರ್ವಹಣಾಧಿಕಾರಿ ಮಾತನಾಡಿದರು.: [715, 1337, 982, 1588]
cake-day-article: [822, 1974, 1518, 2402]
aries-icon: ♈: [16, 2110, 62, 2156]
astrologer-name: ಜಯಶ್ರೀ.ಬಿ.ಆರ್: [74, 1982, 165, 2002]
sign-vrishchika: ♏ ವೃಶ್ಚಿಕ ವೃಶ್ಚಿಕ: ಬಂಧುಗಳ ನಂಬಿಕೆ, ಶೀತ ಬಾಧೆ, ಕೆಲಸ ಕಾರ್ಯಗಳಲ್ಲಿ ಪ್ರಗತಿ, ಧನ ನಷ್ಟ, ಮನಸ್ತಾಪ, ಅಕಾಲ ಭೋಜನ.: [283, 2319, 550, 2377]
fat-article-col2: ಬರುತ್ತಿರುವುದರಿಂದ ನಾವು ಎಲ್ಲ ಆಕಾಂಕ್ಷಿ ಅಭ್ಯರ್ಥಿಗಳಿಗೆ ಬಿಸಿನೆಸ್ ಮ್ಯಾನೇಜ್ಮೆಂಟ್ ನಲ್ಲಿ ಅವರ ವೃತ್ತಿಯ ಕನಸು ನನಸಾಗಿಸಿಕೊಳ್ಳಲು ಪ್ರಮುಖ ಹೆಜ್ಜೆ ಇರಿಸಲು ಉತ್ತೇಜಿಸುತ್ತೇವೆ. ಎಕ್.ಎ.ಟಿ.ಯ ಸಹಲ ಮೌಲ್ಯಮಾಪನ ಪ್ರಕ್ರಿಯೆಯು ದೇಶಾದ್ಯಂತ ವಿಸ್ತಾರ ಪ್ರತಿಭೆಗಳಿಗೆ ಅವಕಾಶ ಕಲ್ಪಿಸುತ್ತದೆ ಮತ್ತು ಪ್ರತಿ ಅಭ್ಯರ್ಥಿಗೂ ತನ್ನ ಕನಸಿನ ವೃತ್ತಿಯನ್ನು ಆಯ್ಕೆ ಮಾಡಿಕೊಳ್ಳುವ ಅವಕಾಶ ನೀಡುತ್ತದೆ ಎಂದು ಎಕ್.ಎ.ಟಿ.2025ರ ಸಂಯೋಜಕರಾದ ಡಾ.ಅಮೋಲ್ ಶುಕ್ಲಾ ಹೇಳಿದರು. ಸುಮಾರು ಮೂರು ಗಂಟೆಗಳ ಅವಧಿಯ ಈ ಪರೀಕ್ಷಾ ವಾರ್ಷಿಕ ಮೇ ಮತ್ತು ಡಿಸೆಂಬರ್ ನಡೆಯುವ ನಾಲ್ಕು ಸಂದರ್ಭಗಳಿಗೆ ಸೀಮಿತವಾಗಿದ್ದು ಅಭ್ಯರ್ಥಿಗಳು ಉತ್ತಮ ಅಂಕ ಪಡೆದು ಪ್ರತಿಷ್ಠಿತ ಸಂಸ್ಥೆಗಳಿಗೆ ಪ್ರವೇಶ ಪಡೆಯಲು ಸಹಾಯಕವಾಗಿದೆ. ಎಕ್.ಎ.ಟಿ. ಪರೀಕ್ಷೆಯು ಲಾಜಿಕಲ್ ರೀಸನಿಂಗ್, ಭಾಷಾ ಸಾಮರ್ಥ್ಯ ಮತ್ತು ನಿರ್ಧಾರ ಕೈಗೊಳ್ಳುವ ಸಾಮರ್ಥ್ಯ ಅಳೆಯುತ್ತದೆ. ಆಕಾಂಕ್ಷಿಗಳ ಪ್ರತಿಭೆಗೆ ಎಕ್.ಎ.ಟಿ.ಯು ಸಮಾನ ಅವಕಾಶ ನೀಡುತ್ತದೆ ಎಂದು ಅವರು ತಿಳಿಸಿದರು.: [1030, 17, 1506, 124]
ingredients-text: ಬ್ರೊಕೊಲಿ ಪೀಸ್ – ಒಂದು ಕಪ್, ಪನೀರ್ ಪೀಸ್ – ಅರ್ಧ ಕಪ್, ಬೆಣ್ಣೆ ಸ್ವಲ್ಪ, ಎಳ್ಳು ಬೀಜಗಳು – ಟೀಸ್ಪೂನ್, ಬೆಳ್ಳುಳ್ಳಿ ಪೇಸ್ಟ್ – ಟೀಸ್ಪೂನ್, ಉಪ್ಪು – ರುಚಿಗೆ ತಕ್ಕಷ್ಟು, ಕಾಳುಮೆಣಸಿನ ಪುಡಿ – ಅರ್ಧ ಚಮಚ, ಈರುಳ್ಳಿ ಒಂದು, ಜೀರಿಗೆ ಪುಡಿ – ಒಂದು ಚಮಚ: [19, 655, 350, 699]
libra-icon: ♎: [283, 2235, 329, 2280]
fat-article-col1: ಮುಂಬೈನಲ್ಲಿರುವ ರಾಷ್ಟ್ರೀಯ ಎಂಬಿಎ ಪ್ರವೇಶ ಪರೀಕ್ಷೆ ದಿ ಕ್ರಿಯೇಟಿವ್ ಆಪ್ಟಿಟ್ಯೂಡ್ ಟೆಸ್ಟ್ ನ ಎಕ್.ಎ.ಟಿ. 2025ರ ನೋಂದಣಿ ಅಂತಿಮ ದಿನಾಂಕ ಪ್ರಕಟಿಸಿದೆ. ಸಂಭಾವ್ಯ ವಿದ್ಯಾರ್ಥಿಗಳು ನವೆಂಬರ್ 30, 2024ರವರೆಗೆ ಅಧಿಕೃತ ವೆಬ್ ಸೈಟ್ ನಲ್ಲಿ ನೋಂದಣಿ ಪ್ರಕ್ರಿಯೆಯನ್ನು ಪೂರ್ಣಗೊಳಿಸಬಹುದು. ಅಭ್ಯರ್ಥಿಗಳು ಬಿಸಿನೆಸ್ ಮ್ಯಾನೇಜ್ಮೆಂಟ್ ನಲ್ಲಿ ವೃತ್ತಿ ಪಡೆಯಲು ಪ್ರಮುಖ ಹೆಜ್ಜೆಯಾಗಿದೆ. ಈ ಪರೀಕ್ಷೆಯು ಜನವರಿ 5, 2025ರಂದು ಮಧ್ಯಾಹ್ನ 2.00ರಿಂದ ಸಂಜೆ 5.30ರವರೆಗೆ ನಡೆಯಲಿದೆ. 75 ವರ್ಷಗಳ ಪರಂಪರೆಯನ್ನು ಹೊಂದಿರುವ ಎಕ್.ಎ.ಟಿ.ಯು ಭಾರತದಾದ್ಯಂತ ಮ್ಯಾನೇಜ್ಮೆಂಟ್ ಆಕಾಂಕ್ಷಿಗಳಿಗೆ ಪ್ರಮುಖ ಪರೀಕ್ಷೆಯಾಗಿ ಹೊರಹೊಮ್ಮಿದೆ. ನೋಂದಣಿ ಪ್ರಕ್ರಿಯೆಯು ಜುಲೈ 15, 2024ರಂದು ಪ್ರಾರಂಭವಾಗಿದ್ದು ಈಗಾಗಲೇ ಅಪಾರ ಪ್ರತಿಕ್ರಿಯೆ ಪಡೆದುಕೊಂಡಿದೆ. ಪರೀಕ್ಷೆಯು ಆಕಾಂಕ್ಷಿಗಳಿಗೆ ಪರೀಕ್ಷಾ ಕೇಂದ್ರ ಆಯ್ಕೆ ಹಾಗೂ ಮನೆಯಿಂದಲೇ ಹಾಜರಾಗುವ ಆಯ್ಕೆ ನೀಡುತ್ತದೆ. ಎಕ್.ಎ.ಟಿ.ಭಾರತದಲ್ಲಿ 250+ ಬಿಸಿನೆಸ್ ಸ್ಕೂಲ್ ಗಳಿಗೆ ಪ್ರವೇಶ ಪಡೆಯಲು ಹೆಬ್ಬಾಗಿಲಾಗಿದೆ. ಎಕ್.ಎ.ಟಿ.75 ವರ್ಷಗಳಿಂದ ವಿಶ್ವಾಸಾರ್ಹ ಪರೀಕ್ಷೆಯಾಗಿ ಹೆಜ್ಜೆಗುರುತು ಮೂಡಿಸಿದೆ. ಅಂತಿಮ ದಿನಾಂಕ ಹತ್ತಿರವಾಗುತ್ತಿದ್ದು, ನವೆಂಬರ್ 30, 2024ರೊಳಗೆ ನೋಂದಣಿಯ ಅಂತಿಮ ದಿನಾಂಕ ಪೂರ್ಣಗೊಳಿಸುವಂತೆ ಎಕ್.ಎ.ಟಿ. ಸಲಹೆ ನೀಡಿದೆ.: [323, 17, 792, 155]
